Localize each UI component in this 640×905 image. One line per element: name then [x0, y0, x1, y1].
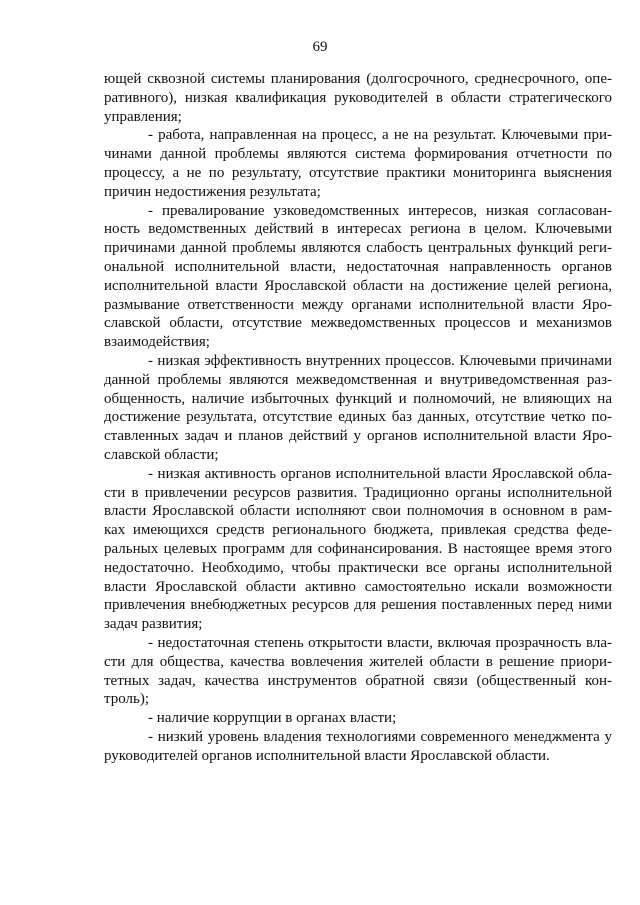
text-line: чинами данной проблемы являются система формирования отчетности по	[104, 146, 612, 163]
text-line: сти для общества, качества вовлечения жителей области в решение приори-	[104, 653, 612, 670]
text-line: - низкий уровень владения технологиями современного менеджмента у	[148, 728, 612, 745]
text-line: руководителей органов исполнительной власти Ярославской области.	[104, 747, 550, 764]
text-line: - работа, направленная на процесс, а не на результат. Ключевыми при-	[148, 127, 612, 144]
text-line: недостаточно. Необходимо, чтобы практически все органы исполнительной	[104, 559, 612, 576]
text-line: - недостаточная степень открытости власти, включая прозрачность вла-	[148, 634, 612, 651]
text-line: ность ведомственных действий в интересах региона в целом. Ключевыми	[104, 221, 612, 238]
text-line: процессу, а не по результату, отсутствие практики мониторинга выяснения	[104, 164, 612, 181]
text-line: сти в привлечении ресурсов развития. Традиционно органы исполнительной	[104, 484, 612, 501]
paragraph-8	[104, 728, 612, 766]
text-line: ках имеющихся средств регионального бюджета, привлекая средства феде-	[104, 522, 612, 539]
text-line: славской области;	[104, 446, 219, 463]
text-line: причинами данной проблемы являются слабость центральных функций реги-	[104, 240, 612, 257]
text-line: размывание ответственности между органами исполнительной власти Яро-	[104, 296, 612, 313]
document-body	[104, 70, 612, 765]
text-line: тетных задач, качества инструментов обратной связи (общественный кон-	[104, 672, 612, 689]
text-line: власти Ярославской области активно самостоятельно искали возможности	[104, 578, 612, 595]
text-line: привлечения внебюджетных ресурсов для решения поставленных перед ними	[104, 597, 612, 614]
text-line: - наличие коррупции в органах власти;	[148, 710, 397, 727]
text-line: ративного), низкая квалификация руководителей в области стратегического	[104, 89, 612, 106]
paragraph-7	[104, 709, 612, 728]
text-line: ставленных задач и планов действий у органов исполнительной власти Яро-	[104, 428, 612, 445]
text-line: общенность, наличие избыточных функций и полномочий, не влияющих на	[104, 390, 612, 407]
text-line: исполнительной власти Ярославской области на достижение целей региона,	[104, 277, 612, 294]
text-line: ющей сквозной системы планирования (долгосрочного, среднесрочного, опе-	[104, 71, 612, 87]
text-line: троль);	[104, 691, 150, 708]
text-line: взаимодействия;	[104, 334, 210, 351]
text-line: ональной исполнительной власти, недостаточная направленность органов	[104, 258, 612, 275]
text-line: - низкая эффективность внутренних процессов. Ключевыми причинами	[148, 352, 612, 369]
text-line: славской области, отсутствие межведомственных процессов и механизмов	[104, 315, 612, 332]
paragraph-2	[104, 126, 612, 201]
page-number: 69	[312, 39, 328, 55]
paragraph-4	[104, 352, 612, 465]
paragraph-3	[104, 202, 612, 352]
paragraph-5	[104, 465, 612, 634]
text-line: данной проблемы являются межведомственная и внутриведомственная раз-	[104, 371, 612, 388]
text-line: достижение результата, отсутствие единых баз данных, отсутствие четко по-	[104, 409, 612, 426]
text-line: власти Ярославской области исполняют свои полномочия в основном в рам-	[104, 503, 612, 520]
text-line: - превалирование узковедомственных интересов, низкая согласован-	[148, 202, 612, 219]
text-line: управления;	[104, 108, 182, 125]
text-line: задач развития;	[104, 616, 203, 633]
text-line: - низкая активность органов исполнительной власти Ярославской обла-	[148, 465, 612, 482]
paragraph-1	[104, 70, 612, 126]
text-line: ральных целевых программ для софинансирования. В настоящее время этого	[104, 540, 612, 557]
text-line: причин недостижения результата;	[104, 183, 321, 200]
paragraph-6	[104, 634, 612, 709]
